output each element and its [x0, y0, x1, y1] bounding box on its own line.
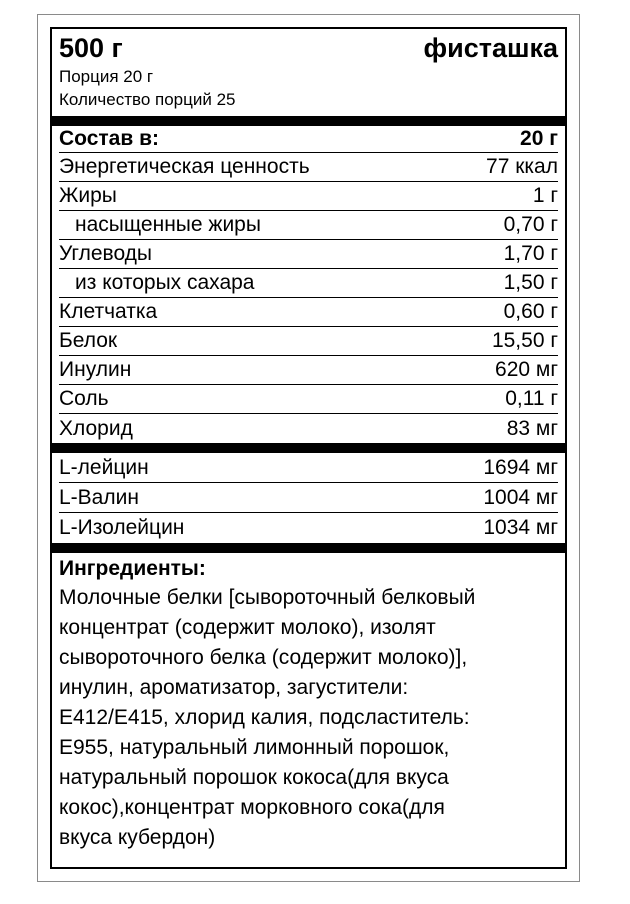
- amino-label: L-лейцин: [59, 455, 149, 479]
- nutrient-value: 0,11 г: [505, 387, 558, 410]
- nutrient-value: 0,70 г: [503, 213, 558, 236]
- nutrient-value: 1 г: [532, 184, 558, 207]
- nutrient-row-protein: [59, 327, 558, 356]
- ingredients-title: Ингредиенты:: [59, 557, 206, 580]
- nutrient-value: 83 мг: [506, 416, 558, 440]
- nutrient-row-fat: [59, 182, 558, 211]
- nutrient-label: Клетчатка: [59, 300, 158, 323]
- thick-divider: [52, 543, 565, 553]
- ingredients-line: Молочные белки [сывороточный белковый: [59, 586, 476, 609]
- thick-divider: [52, 443, 565, 453]
- nutrient-label: Жиры: [59, 184, 117, 207]
- composition-label: Состав в:: [59, 127, 160, 150]
- nutrient-label: Хлорид: [59, 416, 133, 440]
- amino-row-isoleucine: [59, 513, 558, 543]
- ingredients-line: инулин, ароматизатор, загустители:: [59, 676, 409, 699]
- nutrient-label: Инулин: [59, 358, 132, 381]
- nutrient-row-sugars: [59, 269, 558, 298]
- nutrient-row-salt: [59, 385, 558, 414]
- nutrient-row-inulin: [59, 356, 558, 385]
- nutrient-label: Энергетическая ценность: [59, 155, 310, 178]
- nutrient-label: Белок: [59, 329, 118, 352]
- label-outer-frame: [37, 14, 580, 882]
- nutrient-row-saturated-fat: [59, 211, 558, 240]
- nutrient-label: насыщенные жиры: [75, 213, 261, 236]
- nutrient-label: Углеводы: [59, 242, 153, 265]
- nutrient-row-chloride: [59, 414, 558, 443]
- ingredients-line: вкуса кубердон): [59, 826, 216, 849]
- ingredients-text: [59, 583, 558, 853]
- nutrition-label: [50, 27, 567, 869]
- nutrient-value: 15,50 г: [491, 329, 558, 352]
- composition-header: [59, 126, 558, 153]
- flavor-name: фисташка: [423, 33, 558, 63]
- ingredients-line: натуральный порошок кокоса(для вкуса: [59, 766, 449, 789]
- ingredients-line: концентрат (содержит молоко), изолят: [59, 616, 436, 639]
- nutrient-label: из которых сахара: [75, 271, 255, 294]
- nutrient-value: 1,50 г: [503, 271, 558, 294]
- composition-amount: 20 г: [520, 127, 558, 150]
- amino-row-leucine: [59, 453, 558, 483]
- ingredients-line: E412/E415, хлорид калия, подсластитель:: [59, 706, 470, 729]
- amino-row-valine: [59, 483, 558, 513]
- amino-label: L-Изолейцин: [59, 516, 185, 539]
- label-top: [59, 31, 558, 65]
- serving-size: Порция 20 г: [59, 67, 154, 86]
- ingredients-line: кокос),концентрат морковного сока(для: [59, 796, 445, 819]
- amino-value: 1004 мг: [483, 485, 558, 509]
- nutrient-value: 77 ккал: [486, 155, 558, 178]
- thick-divider: [52, 116, 565, 126]
- ingredients-line: сывороточного белка (содержит молоко)],: [59, 646, 468, 669]
- amino-value: 1694 мг: [483, 455, 558, 479]
- amino-label: L-Валин: [59, 485, 139, 509]
- nutrient-value: 1,70 г: [503, 242, 558, 265]
- nutrient-row-carbs: [59, 240, 558, 269]
- nutrient-value: 0,60 г: [503, 300, 558, 323]
- nutrient-value: 620 мг: [495, 358, 558, 381]
- nutrient-row-fiber: [59, 298, 558, 327]
- amino-value: 1034 мг: [483, 516, 558, 539]
- nutrient-label: Соль: [59, 387, 109, 410]
- package-weight: 500 г: [59, 33, 123, 63]
- servings-count: Количество порций 25: [59, 90, 236, 109]
- ingredients-line: E955, натуральный лимонный порошок,: [59, 736, 450, 759]
- nutrient-row-energy: [59, 153, 558, 182]
